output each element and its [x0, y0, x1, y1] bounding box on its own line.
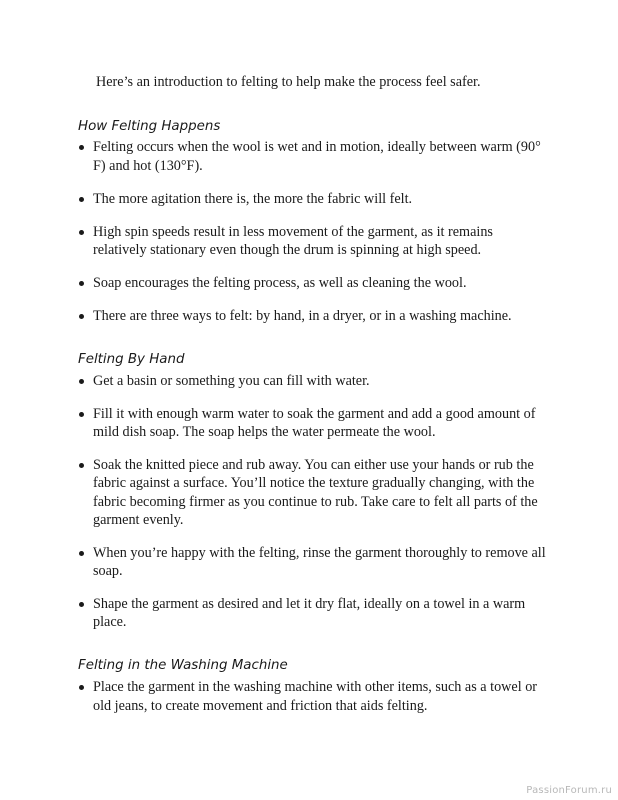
list-item: Soap encourages the felting process, as well as cleaning the wool. — [78, 274, 548, 293]
list-item: Felting occurs when the wool is wet and in motion, ideally between warm (90° F) and hot (130°F). — [78, 138, 548, 175]
list-felting-washing-machine — [78, 678, 548, 715]
watermark: PassionForum.ru — [526, 785, 612, 796]
heading-felting-by-hand: Felting By Hand — [78, 352, 185, 367]
list-item: The more agitation there is, the more the fabric will felt. — [78, 190, 548, 209]
list-item: Soak the knitted piece and rub away. You can either use your hands or rub the fabric against a surface. You’ll notice the texture gradually changing, with the fabric becoming firmer as you continue to rub. Take care to felt all parts of the garment evenly. — [78, 456, 548, 530]
list-item: There are three ways to felt: by hand, in a dryer, or in a washing machine. — [78, 307, 548, 326]
list-item: When you’re happy with the felting, rinse the garment thoroughly to remove all soap. — [78, 544, 548, 581]
list-item: High spin speeds result in less movement of the garment, as it remains relatively stationary even though the drum is spinning at high speed. — [78, 223, 548, 260]
heading-how-felting-happens: How Felting Happens — [78, 119, 221, 134]
list-item: Fill it with enough warm water to soak the garment and add a good amount of mild dish soap. The soap helps the water permeate the wool. — [78, 405, 548, 442]
intro-text: Here’s an introduction to felting to help make the process feel safer. — [96, 74, 481, 90]
list-felting-by-hand — [78, 372, 548, 632]
list-item: Get a basin or something you can fill with water. — [78, 372, 548, 391]
list-how-felting-happens — [78, 138, 548, 326]
heading-felting-washing-machine: Felting in the Washing Machine — [78, 658, 288, 673]
list-item: Shape the garment as desired and let it dry flat, ideally on a towel in a warm place. — [78, 595, 548, 632]
list-item: Place the garment in the washing machine with other items, such as a towel or old jeans, to create movement and friction that aids felting. — [78, 678, 548, 715]
